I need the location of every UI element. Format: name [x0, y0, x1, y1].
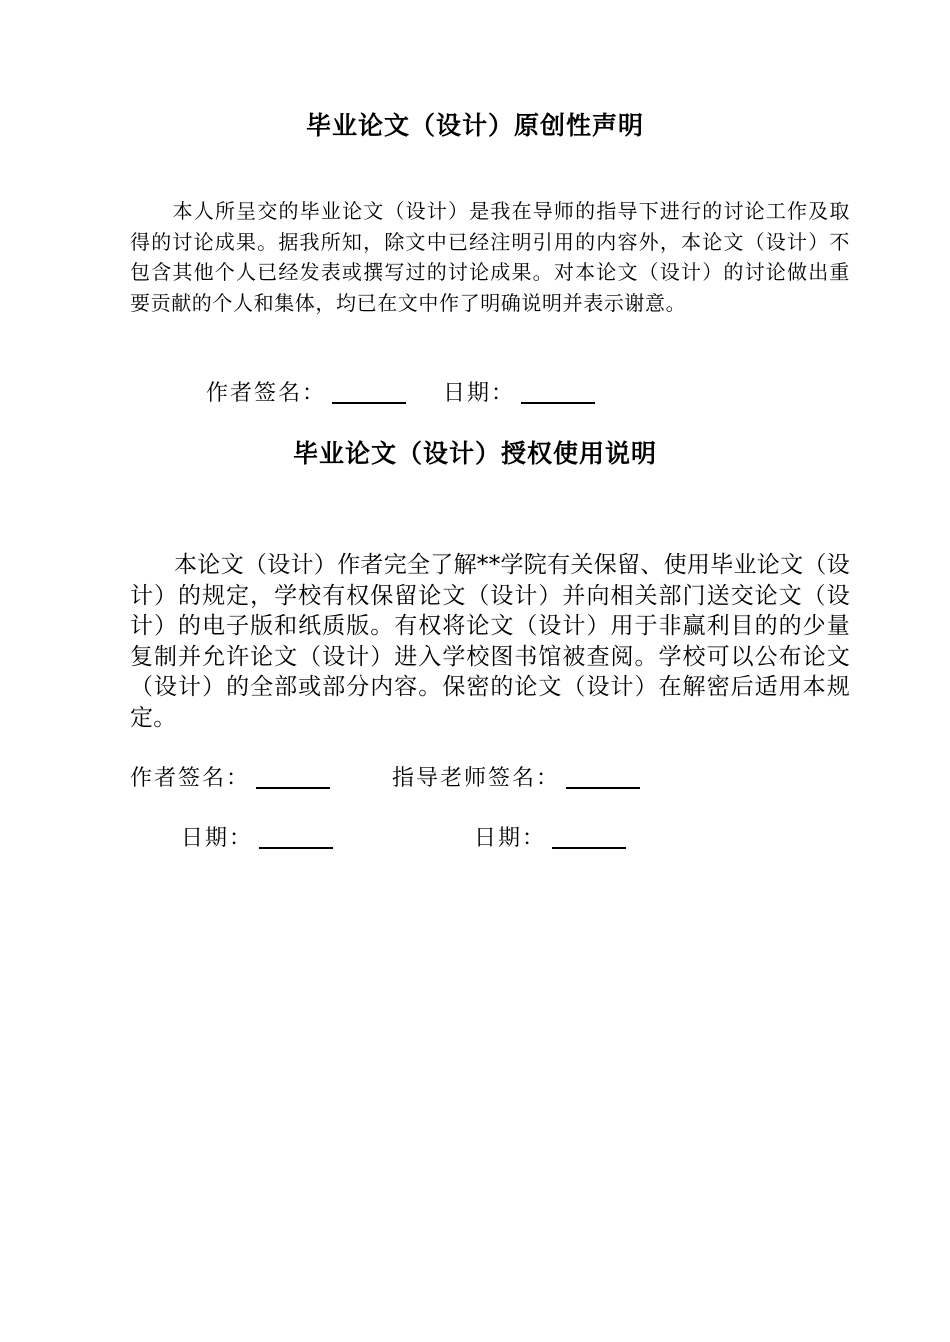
author-signature-label: 作者签名：	[130, 766, 251, 791]
date-label: 日期：	[443, 381, 516, 406]
date-line[interactable]	[259, 847, 333, 849]
declaration-title: 毕业论文（设计）原创性声明	[305, 111, 644, 140]
authorization-author-signature	[130, 761, 330, 792]
declaration-author-signature	[206, 376, 406, 407]
declaration-body-text: 本人所呈交的毕业论文（设计）是我在导师的指导下进行的讨论工作及取得的讨论成果。据我所知，除文中已经注明引用的内容外，本论文（设计）不包含其他个人已经发表或撰写过的讨论成果。对本论文（设计）的讨论做出重要贡献的个人和集体，均已在文中作了明确说明并表示谢意。	[130, 199, 850, 315]
author-signature-line[interactable]	[256, 787, 330, 789]
advisor-signature	[392, 761, 640, 792]
advisor-signature-line[interactable]	[566, 787, 640, 789]
declaration-body	[130, 196, 850, 318]
declaration-date	[443, 376, 595, 407]
authorization-advisor-date	[474, 821, 626, 852]
advisor-signature-label: 指导老师签名：	[392, 766, 561, 791]
authorization-title: 毕业论文（设计）授权使用说明	[292, 439, 657, 468]
date-line[interactable]	[552, 847, 626, 849]
date-label: 日期：	[474, 826, 547, 851]
authorization-body-text: 本论文（设计）作者完全了解**学院有关保留、使用毕业论文（设计）的规定，学校有权保留论文（设计）并向相关部门送交论文（设计）的电子版和纸质版。有权将论文（设计）用于非赢利目的的少量复制并允许论文（设计）进入学校图书馆被查阅。学校可以公布论文（设计）的全部或部分内容。保密的论文（设计）在解密后适用本规定。	[130, 552, 850, 731]
author-signature-line[interactable]	[332, 402, 406, 404]
date-label: 日期：	[181, 826, 254, 851]
authorization-author-date	[181, 821, 333, 852]
authorization-body	[130, 550, 850, 733]
date-line[interactable]	[521, 402, 595, 404]
author-signature-label: 作者签名：	[206, 381, 327, 406]
